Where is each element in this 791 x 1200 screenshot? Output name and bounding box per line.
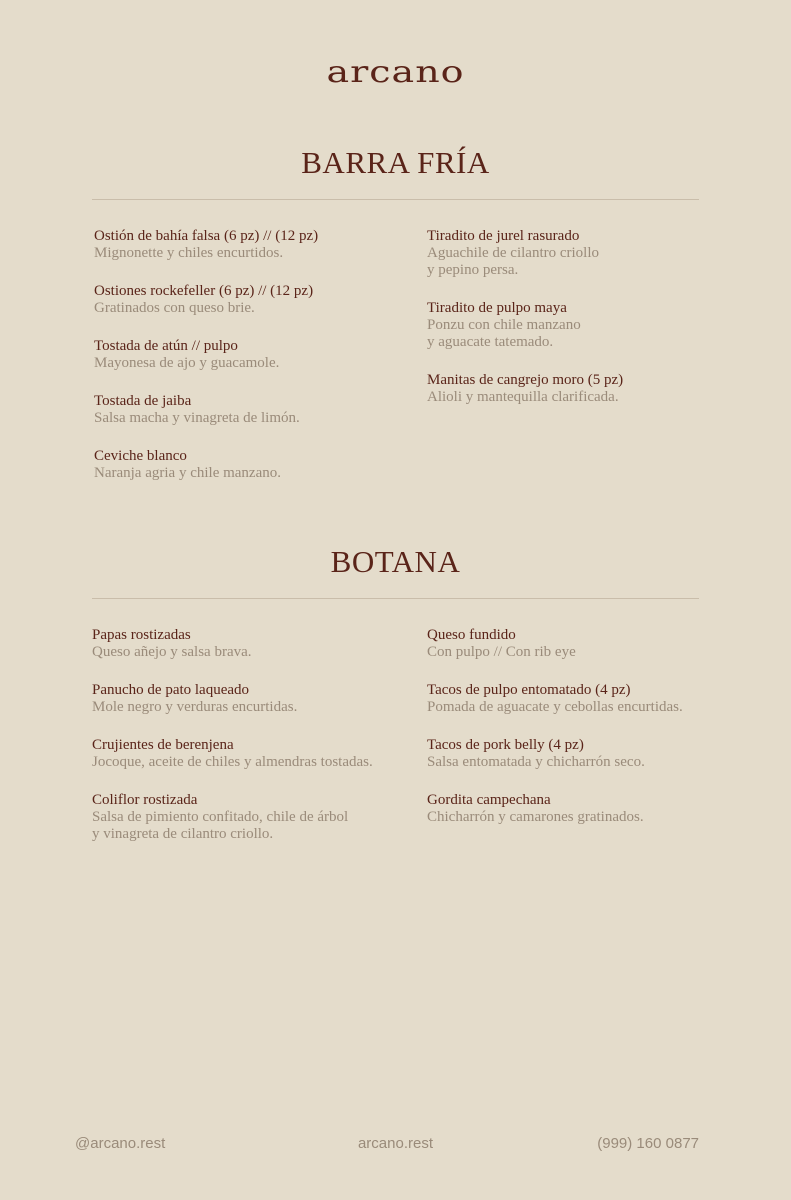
menu-item-description: Mole negro y verduras encurtidas. — [92, 699, 298, 715]
menu-item-name: Panucho de pato laqueado — [92, 682, 250, 698]
menu-item-name: Tacos de pulpo entomatado (4 pz) — [427, 682, 631, 698]
section-title-barra-fria: BARRA FRÍA — [301, 145, 490, 180]
footer-phone: (999) 160 0877 — [597, 1135, 699, 1152]
menu-item-description: Con pulpo // Con rib eye — [427, 644, 576, 660]
menu-item — [427, 737, 727, 771]
menu-item — [94, 283, 394, 317]
menu-item — [427, 792, 727, 826]
menu-item-name: Tiradito de jurel rasurado — [427, 228, 580, 244]
menu-item-description: Chicharrón y camarones gratinados. — [427, 809, 644, 825]
menu-item-name: Tacos de pork belly (4 pz) — [427, 737, 584, 753]
menu-item-description: Salsa macha y vinagreta de limón. — [94, 410, 300, 426]
footer-instagram-handle: @arcano.rest — [75, 1135, 166, 1152]
menu-item — [427, 228, 727, 279]
menu-item — [92, 627, 392, 661]
menu-item-name: Ceviche blanco — [94, 448, 187, 464]
menu-item-name: Tostada de atún // pulpo — [94, 338, 238, 354]
menu-item-description: Salsa entomatada y chicharrón seco. — [427, 754, 645, 770]
menu-item-name: Tiradito de pulpo maya — [427, 300, 567, 316]
menu-item — [92, 682, 392, 716]
menu-column-right — [427, 228, 727, 427]
menu-item-description: Aguachile de cilantro criollo y pepino persa. — [427, 245, 600, 278]
menu-item — [427, 372, 727, 406]
brand-logo: arcano — [326, 54, 465, 90]
menu-item-description: Ponzu con chile manzano y aguacate tatemado. — [427, 317, 581, 350]
menu-item — [94, 393, 394, 427]
menu-item-description: Alioli y mantequilla clarificada. — [427, 389, 619, 405]
menu-item-name: Ostiones rockefeller (6 pz) // (12 pz) — [94, 283, 314, 299]
menu-column-right — [427, 627, 727, 847]
section-divider — [92, 598, 699, 599]
menu-item-name: Papas rostizadas — [92, 627, 191, 643]
menu-item-name: Queso fundido — [427, 627, 516, 643]
menu-item-name: Gordita campechana — [427, 792, 551, 808]
menu-item-name: Coliflor rostizada — [92, 792, 198, 808]
section-divider — [92, 199, 699, 200]
menu-item — [94, 228, 394, 262]
menu-item-description: Jocoque, aceite de chiles y almendras tostadas. — [92, 754, 373, 770]
menu-item — [427, 627, 727, 661]
menu-item — [94, 338, 394, 372]
menu-item-name: Manitas de cangrejo moro (5 pz) — [427, 372, 624, 388]
menu-item-description: Queso añejo y salsa brava. — [92, 644, 252, 660]
menu-item-name: Ostión de bahía falsa (6 pz) // (12 pz) — [94, 228, 319, 244]
menu-item — [92, 737, 392, 771]
menu-item-name: Tostada de jaiba — [94, 393, 192, 409]
menu-column-left — [92, 627, 392, 864]
menu-item-description: Pomada de aguacate y cebollas encurtidas. — [427, 699, 683, 715]
menu-item-name: Crujientes de berenjena — [92, 737, 234, 753]
menu-item-description: Salsa de pimiento confitado, chile de árbol y vinagreta de cilantro criollo. — [92, 809, 349, 842]
menu-item — [94, 448, 394, 482]
menu-item-description: Mignonette y chiles encurtidos. — [94, 245, 284, 261]
section-title-botana: BOTANA — [330, 544, 461, 579]
menu-item — [427, 300, 727, 351]
menu-item-description: Naranja agria y chile manzano. — [94, 465, 281, 481]
footer-website: arcano.rest — [357, 1135, 434, 1152]
menu-item — [427, 682, 727, 716]
menu-item-description: Mayonesa de ajo y guacamole. — [94, 355, 280, 371]
menu-item-description: Gratinados con queso brie. — [94, 300, 255, 316]
menu-item — [92, 792, 392, 843]
menu-column-left — [94, 228, 394, 503]
